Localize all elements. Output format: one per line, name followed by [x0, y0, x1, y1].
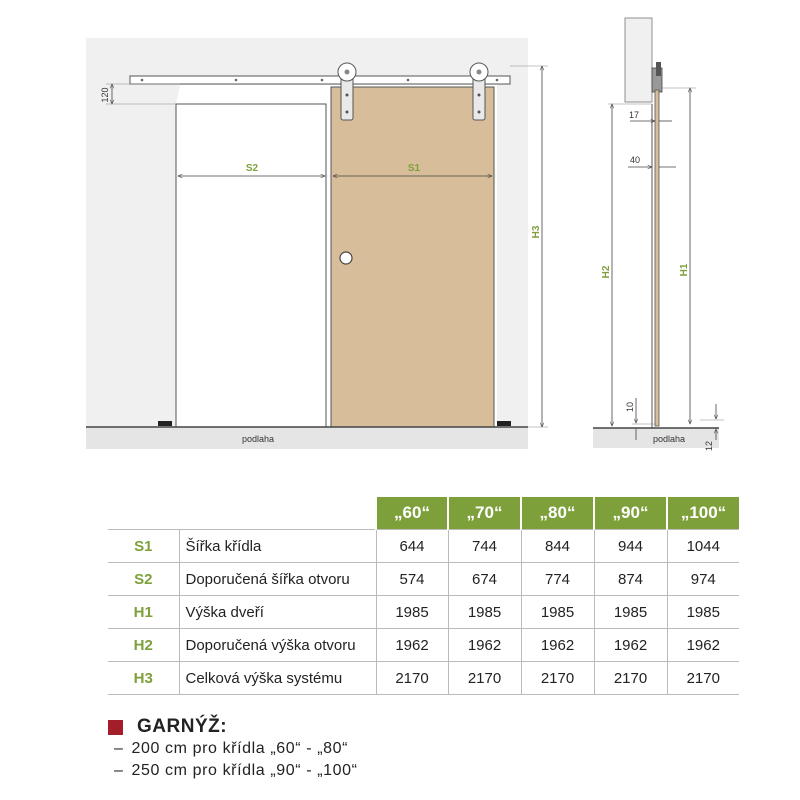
table-row — [108, 563, 739, 596]
rail-note-line — [114, 760, 358, 782]
col-header: „80“ — [521, 497, 594, 530]
dim-s1: S1 — [407, 163, 421, 174]
rail-notes-title: GARNÝŽ: — [137, 716, 228, 737]
dim-rail-height: 120 — [100, 87, 110, 103]
rail-notes — [108, 716, 358, 782]
dim-s2: S2 — [245, 163, 259, 174]
bullet-square-icon — [108, 720, 123, 735]
row-label: Doporučená výška otvoru — [179, 629, 376, 662]
table-row — [108, 662, 739, 695]
row-label: Celková výška systému — [179, 662, 376, 695]
cell-value: 744 — [448, 530, 521, 563]
side-wall-top — [625, 18, 652, 102]
cell-value: 874 — [594, 563, 667, 596]
row-label: Šířka křídla — [179, 530, 376, 563]
roller-hanger-right — [470, 63, 488, 120]
rail-notes-header — [108, 716, 358, 738]
dim-h3: H3 — [531, 225, 542, 239]
cell-value: 1962 — [448, 629, 521, 662]
col-header: „60“ — [376, 497, 448, 530]
dash: – — [114, 762, 124, 779]
floor-label: podlaha — [241, 434, 275, 444]
col-header: „70“ — [448, 497, 521, 530]
front-view — [86, 38, 548, 449]
dim-rail-depth: 17 — [628, 110, 640, 120]
dimensions-table — [108, 497, 739, 695]
cell-value: 1985 — [521, 596, 594, 629]
wall-opening — [176, 104, 326, 428]
cell-value: 1985 — [667, 596, 739, 629]
rail-note-text: 200 cm pro křídla „60“ - „80“ — [131, 740, 349, 757]
sliding-rail — [130, 76, 510, 84]
door-handle — [340, 252, 352, 264]
door-leaf — [331, 87, 494, 427]
cell-value: 1962 — [594, 629, 667, 662]
cell-value: 974 — [667, 563, 739, 596]
col-header: „90“ — [594, 497, 667, 530]
floor — [86, 427, 528, 449]
cell-value: 2170 — [376, 662, 448, 695]
dim-leaf-thickness: 40 — [629, 155, 641, 165]
header-blank — [108, 497, 179, 530]
table-row — [108, 629, 739, 662]
cell-value: 644 — [376, 530, 448, 563]
dim-h1: H1 — [679, 263, 690, 277]
cell-value: 1962 — [521, 629, 594, 662]
cell-value: 574 — [376, 563, 448, 596]
dash: – — [114, 740, 124, 757]
cell-value: 774 — [521, 563, 594, 596]
cell-value: 1985 — [376, 596, 448, 629]
row-code: S1 — [108, 530, 179, 563]
rail-note-text: 250 cm pro křídla „90“ - „100“ — [131, 762, 358, 779]
dim-h2: H2 — [601, 265, 612, 279]
col-header: „100“ — [667, 497, 739, 530]
row-code: H3 — [108, 662, 179, 695]
cell-value: 1985 — [448, 596, 521, 629]
side-view — [593, 18, 724, 451]
cell-value: 1962 — [667, 629, 739, 662]
cell-value: 944 — [594, 530, 667, 563]
row-code: S2 — [108, 563, 179, 596]
cell-value: 2170 — [594, 662, 667, 695]
cell-value: 1044 — [667, 530, 739, 563]
side-door-leaf — [655, 90, 659, 426]
row-code: H2 — [108, 629, 179, 662]
table-row — [108, 596, 739, 629]
row-code: H1 — [108, 596, 179, 629]
table-row — [108, 530, 739, 563]
rail-note-line — [114, 738, 358, 760]
row-label: Doporučená šířka otvoru — [179, 563, 376, 596]
table-header-row — [108, 497, 739, 530]
cell-value: 1962 — [376, 629, 448, 662]
cell-value: 2170 — [667, 662, 739, 695]
cell-value: 844 — [521, 530, 594, 563]
cell-value: 2170 — [521, 662, 594, 695]
cell-value: 674 — [448, 563, 521, 596]
roller-hanger-left — [338, 63, 356, 120]
row-label: Výška dveří — [179, 596, 376, 629]
cell-value: 1985 — [594, 596, 667, 629]
dim-floor-offset: 12 — [704, 440, 714, 452]
dim-floor-gap: 10 — [625, 401, 635, 413]
side-floor-label: podlaha — [652, 434, 686, 444]
cell-value: 2170 — [448, 662, 521, 695]
header-blank — [179, 497, 376, 530]
